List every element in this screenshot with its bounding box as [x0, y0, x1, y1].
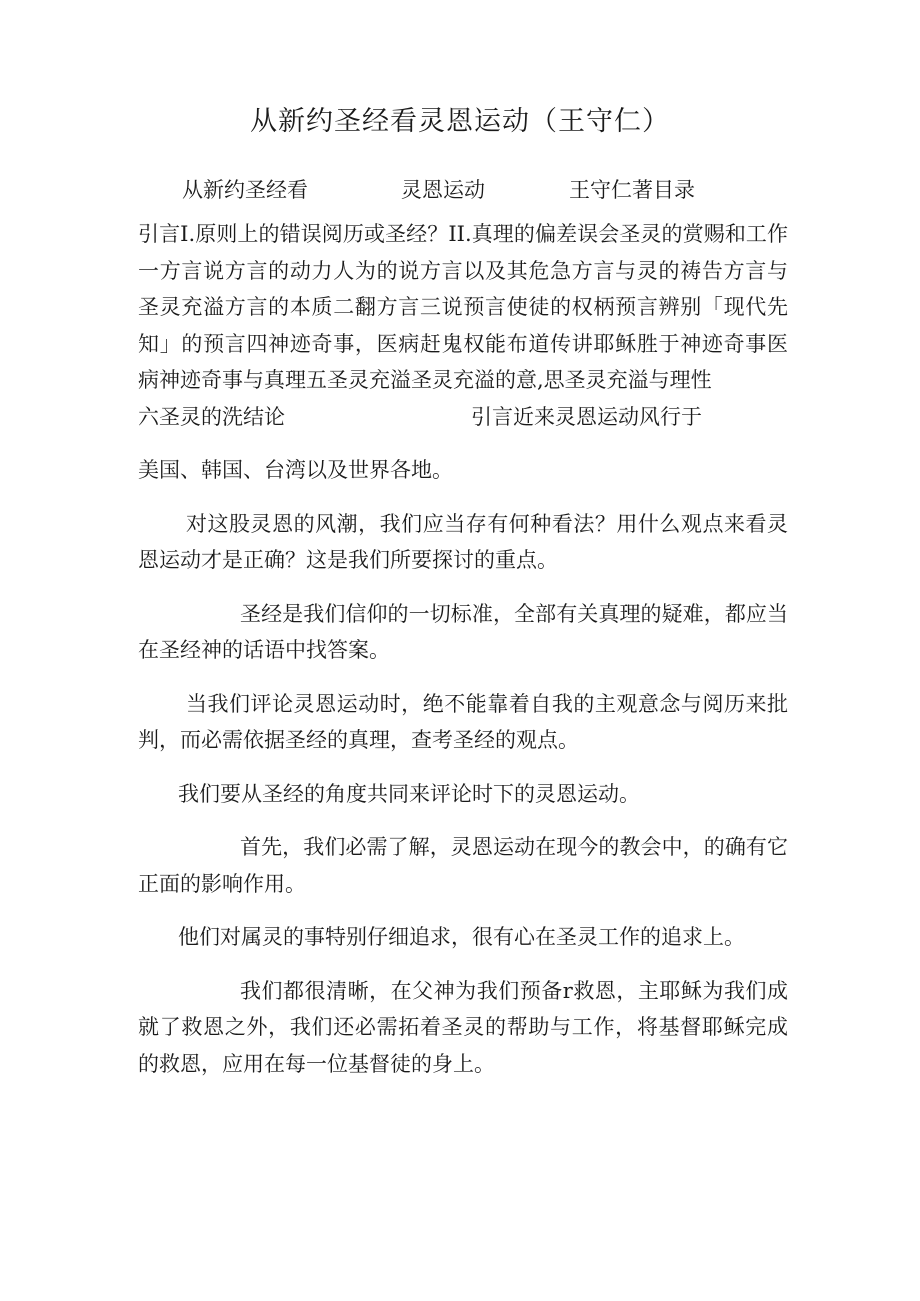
- toc-tail-line: [138, 399, 788, 436]
- table-of-contents-text: 引言I.原则上的错误阅历或圣经？II.真理的偏差误会圣灵的赏赐和工作一方言说方言的动力人为的说方言以及其危急方言与灵的祷告方言与圣灵充溢方言的本质二翻方言三说预言使徒的权柄预言辨别「现代先知」的预言四神迹奇事，医病赶鬼权能布道传讲耶稣胜于神迹奇事医病神迹奇事与真理五圣灵充溢圣灵充溢的意,思圣灵充溢与理性: [138, 222, 788, 392]
- toc-heading-part1: 从新约圣经看: [182, 178, 308, 202]
- paragraph-7: 他们对属灵的事特别仔细追求，很有心在圣灵工作的追求上。: [178, 925, 745, 949]
- toc-heading: [0, 172, 920, 208]
- paragraph-6: 首先，我们必需了解，灵恩运动在现今的教会中，的确有它正面的影响作用。: [138, 835, 788, 896]
- paragraph-3: 圣经是我们信仰的一切标准，全部有关真理的疑难，都应当在圣经神的话语中找答案。: [138, 601, 788, 662]
- document-body: [138, 216, 788, 1082]
- toc-heading-part2: 灵恩运动: [401, 178, 485, 202]
- toc-heading-part3: 王守仁著目录: [569, 178, 695, 202]
- document-title: 从新约圣经看灵恩运动（王守仁）: [250, 106, 670, 137]
- paragraph-2: 对这股灵恩的风潮，我们应当存有何种看法？用什么观点来看灵恩运动才是正确？这是我们所要探讨的重点。: [138, 511, 788, 572]
- toc-tail-left: 六圣灵的洗结论: [138, 404, 285, 429]
- toc-tail-right: 引言近来灵恩运动风行于: [471, 404, 702, 429]
- paragraph-1: 美国、韩国、台湾以及世界各地。: [138, 458, 453, 482]
- paragraph-5: 我们要从圣经的角度共同来评论时下的灵恩运动。: [178, 781, 640, 806]
- paragraph-4: 当我们评论灵恩运动时，绝不能靠着自我的主观意念与阅历来批判，而必需依据圣经的真理，查考圣经的观点。: [138, 691, 788, 752]
- paragraph-8: 我们都很清晰，在父神为我们预备r救恩，主耶稣为我们成就了救恩之外，我们还必需拓着圣灵的帮助与工作，将基督耶稣完成的救恩，应用在每一位基督徒的身上。: [138, 978, 788, 1076]
